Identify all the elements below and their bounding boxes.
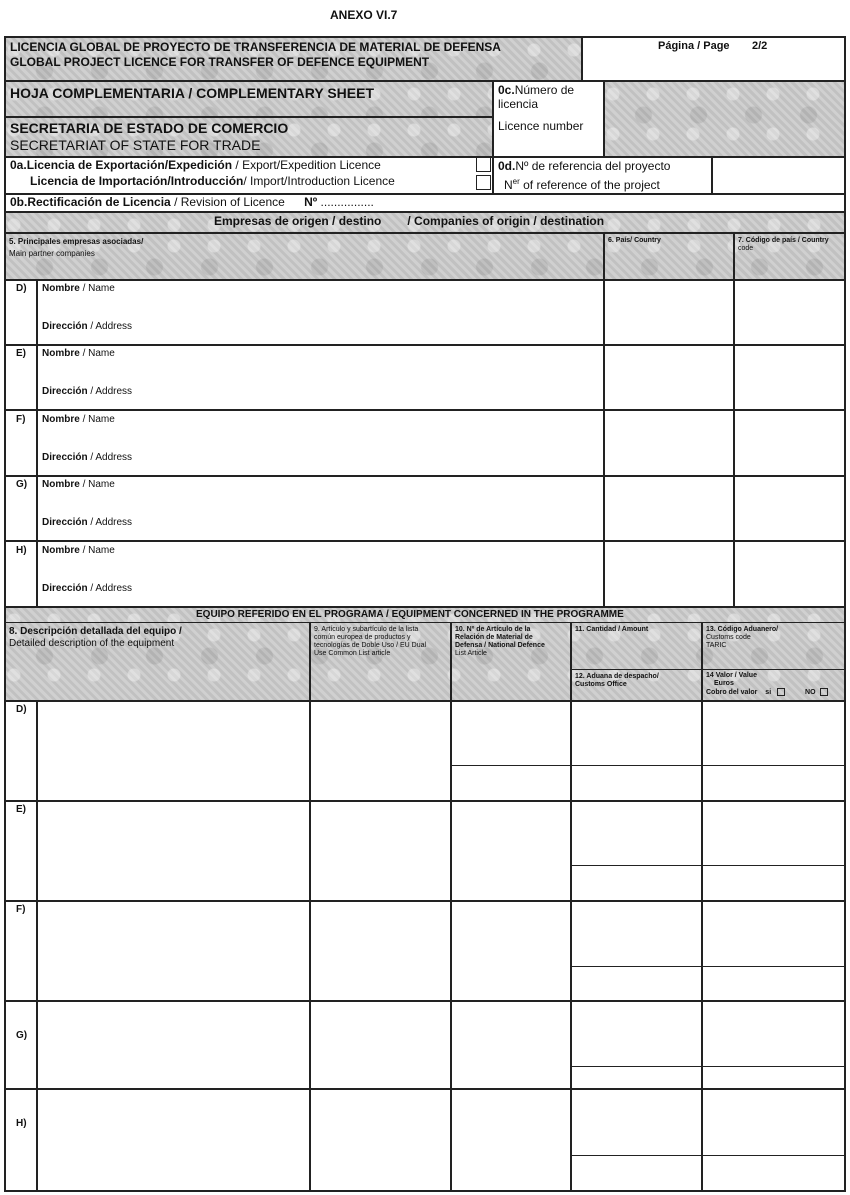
page-label: Página / Page <box>658 40 730 52</box>
company-address-label: Dirección / Address <box>42 583 133 594</box>
company-address-field[interactable] <box>120 517 600 531</box>
divider <box>4 540 846 542</box>
equipment-description-field[interactable] <box>39 902 308 1000</box>
customs-code-field[interactable] <box>704 802 844 865</box>
company-country-code-field[interactable] <box>736 477 844 540</box>
revision-label: 0b.Rectificación de Licencia / Revision of Licence Nº ................ <box>10 195 374 209</box>
company-address-field[interactable] <box>120 386 600 400</box>
company-name-label: Nombre / Name <box>42 479 115 490</box>
equipment-description-field[interactable] <box>39 1090 308 1190</box>
value-no-checkbox[interactable] <box>820 688 828 696</box>
equipment-row-label: E) <box>16 804 26 815</box>
companies-section-title: Empresas de origen / destino / Companies of origin / destination <box>214 214 605 228</box>
export-licence-checkbox[interactable] <box>476 157 491 172</box>
divider <box>581 38 583 80</box>
col9-header: 9. Artículo y subartículo de la lista común europea de productos y tecnologías de Doble Uso / EU Dual Use Common List article <box>314 626 427 657</box>
licence-number-field[interactable] <box>605 82 844 156</box>
project-reference-label: 0d.Nº de referencia del proyecto $N^{er}$ of reference of the project <box>498 159 671 192</box>
equipment-section-title: EQUIPO REFERIDO EN EL PROGRAMA / EQUIPMENT CONCERNED IN THE PROGRAMME <box>196 609 624 620</box>
export-licence-label: 0a.Licencia de Exportación/Expedición / Export/Expedition Licence <box>10 158 381 172</box>
company-name-label: Nombre / Name <box>42 283 115 294</box>
customs-office-field[interactable] <box>573 1155 700 1190</box>
divider <box>570 622 572 1192</box>
licence-number-label: 0c.Número de licencia Licence number <box>498 83 584 133</box>
divider <box>701 622 703 1192</box>
amount-field[interactable] <box>573 1090 700 1155</box>
amount-field[interactable] <box>573 902 700 966</box>
equipment-row-label: G) <box>16 1030 28 1041</box>
amount-field[interactable] <box>573 702 700 765</box>
value-field[interactable] <box>704 1155 844 1190</box>
col6-header: 6. País/ Country <box>608 237 661 244</box>
project-reference-field[interactable] <box>713 158 844 192</box>
divider <box>450 622 452 1192</box>
equipment-row-label: H) <box>16 1118 27 1129</box>
company-address-field[interactable] <box>120 452 600 466</box>
company-row-label: F) <box>16 414 26 425</box>
defence-list-article-field[interactable] <box>453 702 569 800</box>
col5-header: 5. Principales empresas asociadas/ Main partner companies <box>9 237 144 258</box>
col8-header: 8. Descripción detallada del equipo / Detailed description of the equipment <box>9 626 182 649</box>
equipment-row-label: F) <box>16 904 26 915</box>
divider <box>309 622 311 1192</box>
company-name-field[interactable] <box>100 283 600 297</box>
title-en: GLOBAL PROJECT LICENCE FOR TRANSFER OF DEFENCE EQUIPMENT <box>10 55 430 69</box>
company-row-label: H) <box>16 545 27 556</box>
amount-field[interactable] <box>573 1002 700 1066</box>
customs-code-field[interactable] <box>704 1090 844 1155</box>
defence-list-article-field[interactable] <box>453 1090 569 1190</box>
equipment-row-label: D) <box>16 704 27 715</box>
dual-use-article-field[interactable] <box>312 1090 449 1190</box>
equipment-description-field[interactable] <box>39 1002 308 1088</box>
divider <box>492 156 494 194</box>
col7-header: 7. Código de país / Country code <box>738 237 829 252</box>
value-field[interactable] <box>704 865 844 900</box>
import-licence-label: Licencia de Importación/Introducción/ Import/Introduction Licence <box>30 174 395 188</box>
company-address-label: Dirección / Address <box>42 386 133 397</box>
divider <box>570 669 846 670</box>
company-country-field[interactable] <box>606 281 732 344</box>
value-field[interactable] <box>704 765 844 800</box>
divider <box>492 80 494 156</box>
import-licence-checkbox[interactable] <box>476 175 491 190</box>
company-country-field[interactable] <box>606 543 732 606</box>
company-address-label: Dirección / Address <box>42 452 133 463</box>
company-name-field[interactable] <box>100 479 600 493</box>
defence-list-article-field[interactable] <box>453 1002 569 1088</box>
col11-header: 11. Cantidad / Amount <box>575 626 649 633</box>
divider <box>603 232 605 607</box>
divider <box>450 765 846 766</box>
customs-office-field[interactable] <box>573 966 700 1000</box>
divider <box>36 700 38 1192</box>
customs-office-field[interactable] <box>573 1066 700 1088</box>
divider <box>570 1066 846 1067</box>
sheet-title: HOJA COMPLEMENTARIA / COMPLEMENTARY SHEET <box>10 85 375 101</box>
company-name-label: Nombre / Name <box>42 348 115 359</box>
company-address-field[interactable] <box>120 321 600 335</box>
divider <box>570 865 846 866</box>
annex-title: ANEXO VI.7 <box>330 8 398 22</box>
divider <box>4 409 846 411</box>
company-country-field[interactable] <box>606 477 732 540</box>
defence-list-article-field[interactable] <box>453 902 569 1000</box>
equipment-description-field[interactable] <box>39 702 308 800</box>
company-name-field[interactable] <box>100 348 600 362</box>
customs-code-field[interactable] <box>704 902 844 966</box>
value-field[interactable] <box>704 966 844 1000</box>
col14-header: 14 Valor / Value Euros Cobro del valor si NO <box>706 672 842 697</box>
company-address-label: Dirección / Address <box>42 321 133 332</box>
company-country-code-field[interactable] <box>736 281 844 344</box>
customs-office-field[interactable] <box>573 765 700 800</box>
company-country-code-field[interactable] <box>736 543 844 606</box>
customs-code-field[interactable] <box>704 1002 844 1066</box>
col12-header: 12. Aduana de despacho/ Customs Office <box>575 673 659 688</box>
customs-office-field[interactable] <box>573 865 700 900</box>
company-name-label: Nombre / Name <box>42 414 115 425</box>
dual-use-article-field[interactable] <box>312 1002 449 1088</box>
dual-use-article-field[interactable] <box>312 802 449 900</box>
divider <box>733 232 735 607</box>
company-row-label: D) <box>16 283 27 294</box>
dual-use-article-field[interactable] <box>312 702 449 800</box>
divider <box>570 966 846 967</box>
company-country-code-field[interactable] <box>736 412 844 475</box>
value-field[interactable] <box>704 1066 844 1088</box>
company-name-label: Nombre / Name <box>42 545 115 556</box>
company-row-label: G) <box>16 479 28 490</box>
amount-field[interactable] <box>573 802 700 865</box>
divider <box>36 279 38 607</box>
company-name-field[interactable] <box>100 545 600 559</box>
page-value: 2/2 <box>752 40 768 52</box>
col10-header: 10. Nº de Artículo de la Relación de Material de Defensa / National Defence List Article <box>455 626 545 657</box>
value-yes-checkbox[interactable] <box>777 688 785 696</box>
dual-use-article-field[interactable] <box>312 902 449 1000</box>
title-es: LICENCIA GLOBAL DE PROYECTO DE TRANSFERENCIA DE MATERIAL DE DEFENSA <box>10 40 501 54</box>
company-country-field[interactable] <box>606 346 732 409</box>
customs-code-field[interactable] <box>704 702 844 765</box>
defence-list-article-field[interactable] <box>453 802 569 900</box>
company-country-field[interactable] <box>606 412 732 475</box>
ministry-es: SECRETARIA DE ESTADO DE COMERCIO <box>10 120 289 136</box>
company-country-code-field[interactable] <box>736 346 844 409</box>
company-address-field[interactable] <box>120 583 600 597</box>
company-name-field[interactable] <box>100 414 600 428</box>
ministry-en: SECRETARIAT OF STATE FOR TRADE <box>10 137 261 153</box>
col13-header: 13. Código Aduanero/ Customs code TARIC <box>706 626 779 649</box>
company-address-label: Dirección / Address <box>42 517 133 528</box>
divider <box>570 1155 846 1156</box>
company-row-label: E) <box>16 348 26 359</box>
equipment-description-field[interactable] <box>39 802 308 900</box>
